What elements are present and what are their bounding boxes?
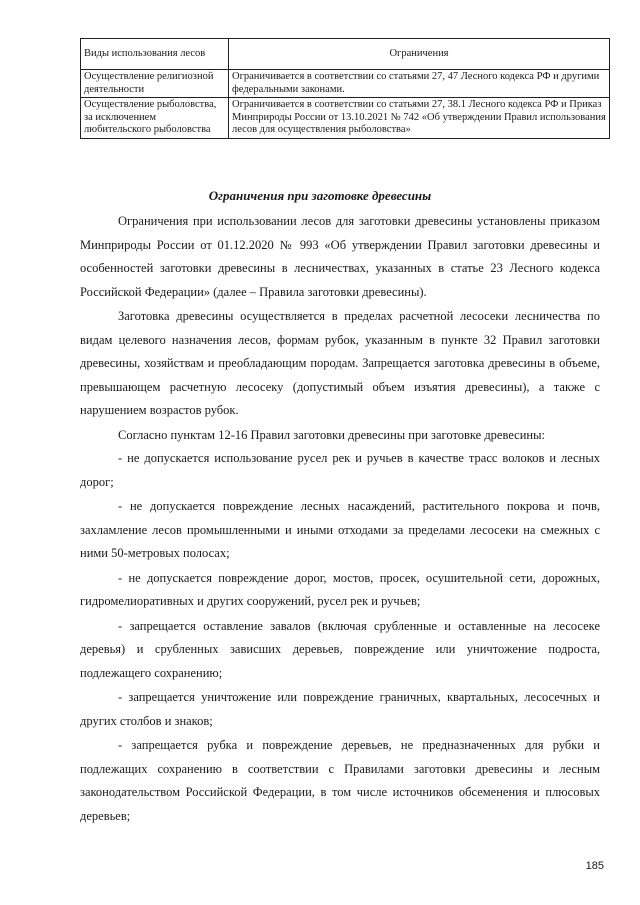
paragraph: Согласно пунктам 12-16 Правил заготовки древесины при заготовке древесины: — [118, 427, 545, 442]
list-item: - не допускается повреждение дорог, мостов, просек, осушительной сети, дорожных, гидромелиоративных и других сооружений, русел рек и ручьев; — [80, 570, 600, 608]
table-row — [81, 98, 610, 139]
table-cell: Ограничивается в соответствии со статьями 27, 38.1 Лесного кодекса РФ и Приказ Минприроды России от 13.10.2021 № 742 «Об утверждении Правил использования лесов для осуществления рыболовства» — [229, 98, 610, 139]
paragraph: Заготовка древесины осуществляется в пределах расчетной лесосеки лесничества по видам целевого назначения лесов, формам рубок, указанным в пункте 32 Правил заготовки древесины, хозяйствам и преобладающим породам. Запрещается заготовка древесины в объеме, превышающем расчетную лесосеку (допустимый объем изъятия древесины), а также с нарушением возрастов рубок. — [80, 309, 600, 417]
section-title: Ограничения при заготовке древесины — [208, 188, 432, 203]
table-row — [81, 70, 610, 98]
page-number: 185 — [585, 860, 604, 872]
body-text — [80, 210, 600, 828]
paragraph: Ограничения при использовании лесов для заготовки древесины установлены приказом Минприроды России от 01.12.2020 № 993 «Об утверждении Правил заготовки древесины и особенностей заготовки древесины в лесничествах, указанных в статье 23 Лесного кодекса Российской Федерации» (далее – Правила заготовки древесины). — [80, 214, 600, 299]
list-item: - не допускается повреждение лесных насаждений, растительного покрова и почв, захламление лесов промышленными и иными отходами за пределами лесосеки на смежных с ними 50-метровых полосах; — [80, 499, 600, 560]
list-item: - запрещается уничтожение или повреждение граничных, квартальных, лесосечных и других столбов и знаков; — [80, 690, 600, 728]
forest-use-restrictions-table — [80, 38, 610, 139]
list-item: - не допускается использование русел рек и ручьев в качестве трасс волоков и лесных дорог; — [80, 451, 600, 489]
table-header-row — [81, 39, 610, 70]
table-header-cell: Виды использования лесов — [81, 39, 229, 70]
table-cell: Ограничивается в соответствии со статьями 27, 47 Лесного кодекса РФ и другими федеральными законами. — [229, 70, 610, 98]
table-cell: Осуществление рыболовства, за исключением любительского рыболовства — [81, 98, 229, 139]
list-item: - запрещается рубка и повреждение деревьев, не предназначенных для рубки и подлежащих сохранению в соответствии с Правилами заготовки древесины и лесным законодательством Российской Федерации, в том числе источников обсеменения и плюсовых деревьев; — [80, 738, 600, 823]
table-header-cell: Ограничения — [229, 39, 610, 70]
list-item: - запрещается оставление завалов (включая срубленные и оставленные на лесосеке деревья) и срубленных зависших деревьев, повреждение или уничтожение подроста, подлежащего сохранению; — [80, 618, 600, 680]
table-cell: Осуществление религиозной деятельности — [81, 70, 229, 98]
